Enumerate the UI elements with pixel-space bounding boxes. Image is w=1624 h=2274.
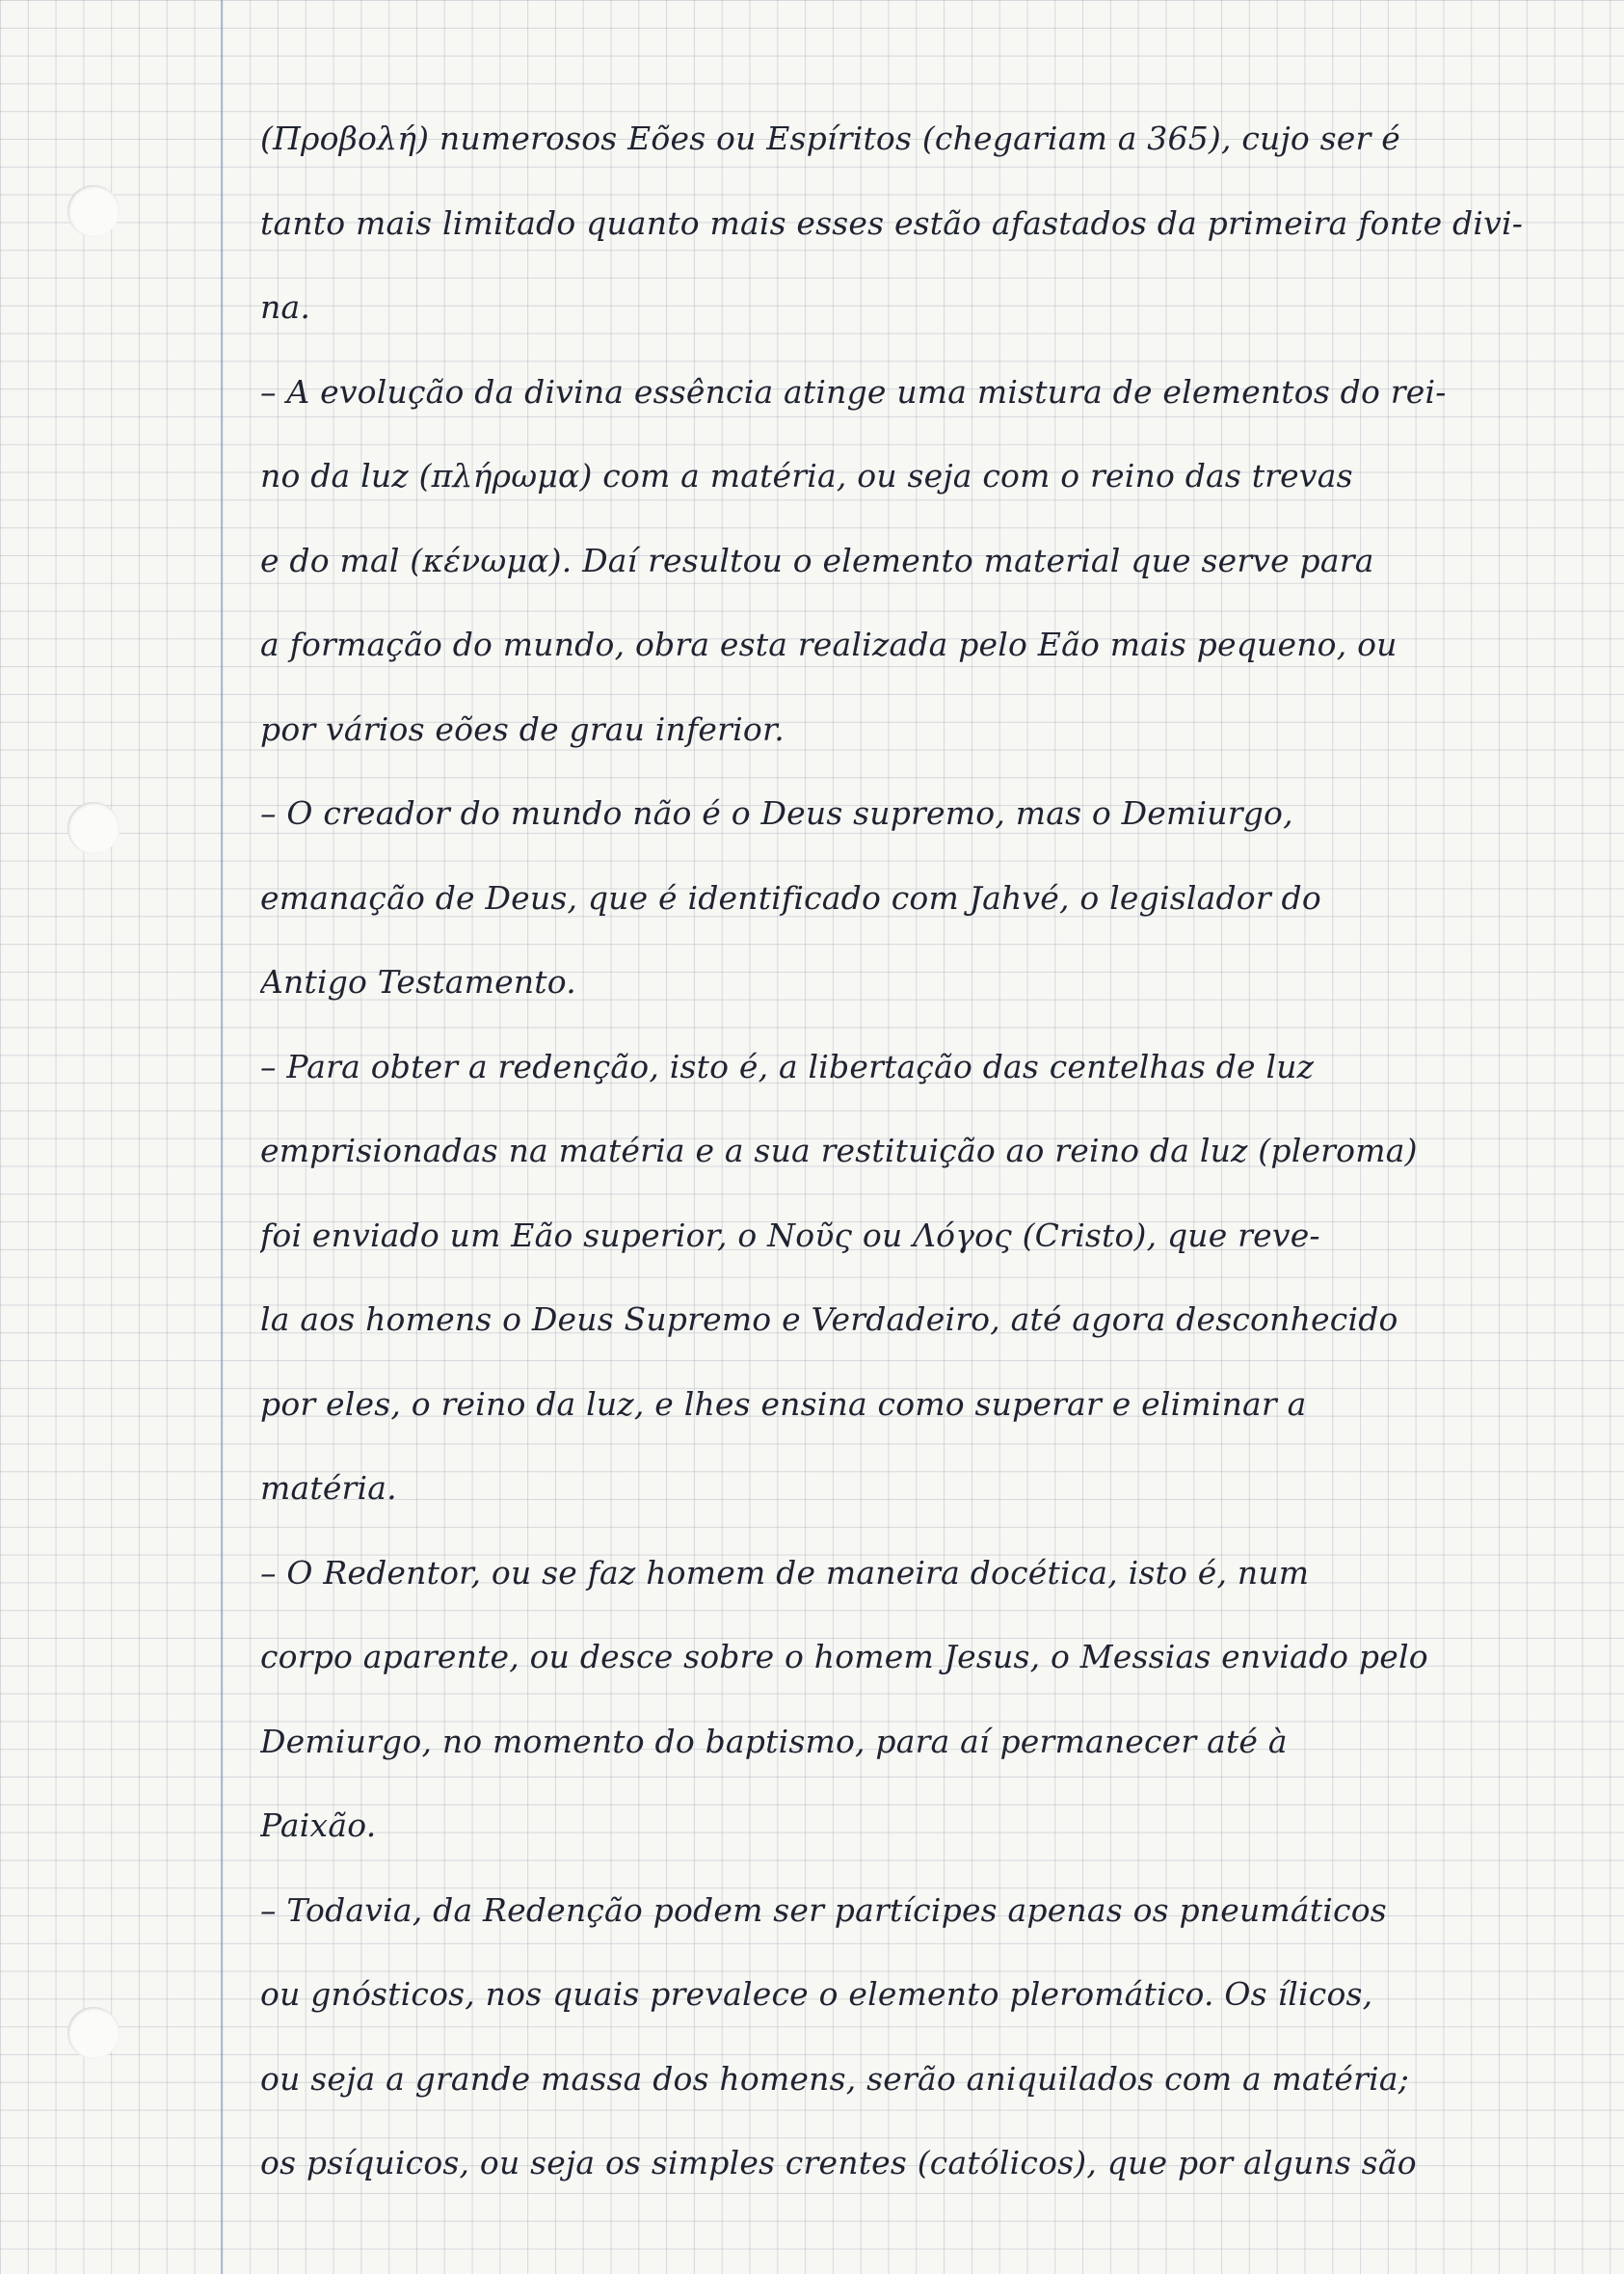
handwritten-text-block xyxy=(260,96,1571,2206)
text-line: Demiurgo, no momento do baptismo, para aí permanecer até à xyxy=(260,1722,1288,1760)
punch-hole-middle xyxy=(67,802,120,854)
text-line: ou gnósticos, nos quais prevalece o elemento pleromático. Os ílicos, xyxy=(260,1975,1373,2013)
text-line: tanto mais limitado quanto mais esses estão afastados da primeira fonte divi- xyxy=(260,203,1524,242)
text-line: – A evolução da divina essência atinge uma mistura de elementos do rei- xyxy=(260,372,1447,411)
text-line: os psíquicos, ou seja os simples crentes (católicos), que por alguns são xyxy=(260,2144,1417,2181)
text-line: (Προβολή) numerosos Eões ou Espíritos (chegariam a 365), cujo ser é xyxy=(260,120,1400,157)
margin-line xyxy=(221,0,223,2274)
text-line: e do mal (κένωμα). Daí resultou o elemento material que serve para xyxy=(260,541,1374,579)
punch-hole-top xyxy=(67,185,120,237)
text-line: na. xyxy=(260,288,311,326)
text-line: ou seja a grande massa dos homens, serão aniquilados com a matéria; xyxy=(260,2059,1410,2098)
text-line: – Todavia, da Redenção podem ser partícipes apenas os pneumáticos xyxy=(260,1890,1387,1929)
text-line: foi enviado um Eão superior, o Νοῦς ou Λόγος (Cristo), que reve- xyxy=(260,1216,1320,1254)
text-line: – Para obter a redenção, isto é, a libertação das centelhas de luz xyxy=(260,1047,1315,1085)
text-line: Antigo Testamento. xyxy=(260,963,576,1001)
text-line: – O Redentor, ou se faz homem de maneira docética, isto é, num xyxy=(260,1553,1310,1592)
text-line: Paixão. xyxy=(260,1806,377,1844)
text-line: – O creador do mundo não é o Deus supremo, mas o Demiurgo, xyxy=(260,794,1293,832)
text-line: emprisionadas na matéria e a sua restituição ao reino da luz (pleroma) xyxy=(260,1132,1418,1169)
text-line: emanação de Deus, que é identificado com Jahvé, o legislador do xyxy=(260,878,1321,917)
text-line: a formação do mundo, obra esta realizada pelo Eão mais pequeno, ou xyxy=(260,626,1398,663)
text-line: la aos homens o Deus Supremo e Verdadeiro, até agora desconhecido xyxy=(260,1300,1398,1338)
text-line: matéria. xyxy=(260,1469,397,1507)
punch-hole-bottom xyxy=(67,2007,120,2059)
text-line: corpo aparente, ou desce sobre o homem Jesus, o Messias enviado pelo xyxy=(260,1638,1428,1675)
text-line: por vários eões de grau inferior. xyxy=(260,709,785,748)
text-line: no da luz (πλήρωμα) com a matéria, ou seja com o reino das trevas xyxy=(260,457,1353,495)
text-line: por eles, o reino da luz, e lhes ensina como superar e eliminar a xyxy=(260,1384,1307,1423)
